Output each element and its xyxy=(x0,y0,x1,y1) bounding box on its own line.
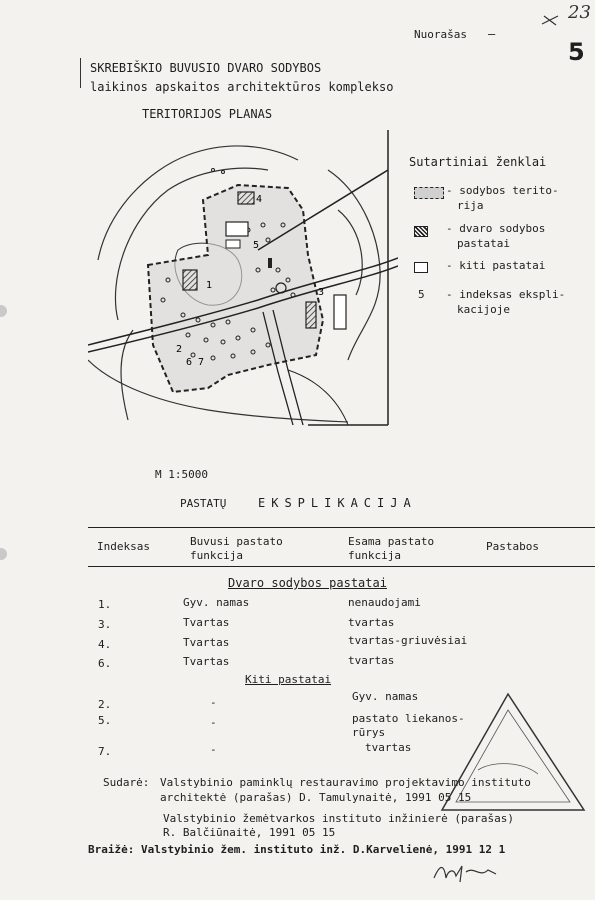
legend-index-symbol: 5 xyxy=(418,288,425,301)
legend-item-4-line1: - indeksas ekspli- xyxy=(446,288,566,301)
col-index: Indeksas xyxy=(97,540,150,553)
col-former-2: funkcija xyxy=(190,549,243,562)
legend-item-2-line2: pastatai xyxy=(457,237,510,250)
handwritten-number: 23 xyxy=(568,2,591,23)
section-manor-buildings: Dvaro sodybos pastatai xyxy=(228,576,387,590)
row5-former: - xyxy=(210,696,217,709)
row2-current: tvartas xyxy=(348,616,395,629)
compiled-by-label: Sudarė: xyxy=(103,776,150,789)
row1-index: 1. xyxy=(98,598,112,611)
map-label-3: 3 xyxy=(318,287,325,298)
row7-index: 7. xyxy=(98,745,112,758)
section-other-buildings: Kiti pastatai xyxy=(245,673,332,686)
map-label-5: 5 xyxy=(253,240,260,251)
row1-current: nenaudojami xyxy=(348,596,421,609)
row6-index: 5. xyxy=(98,714,112,727)
row4-former: Tvartas xyxy=(183,655,230,668)
row6-current-cont: rūrys xyxy=(352,726,386,739)
site-plan-map xyxy=(88,130,398,430)
legend-item-3-line1: - kiti pastatai xyxy=(446,259,546,272)
row6-current: pastato liekanos- xyxy=(352,712,465,725)
map-label-4: 4 xyxy=(256,194,263,205)
title-line-3: TERITORIJOS PLANAS xyxy=(142,107,273,121)
compiled-by-line3: Valstybinio žemėtvarkos instituto inžinierė (parašas) xyxy=(163,812,514,825)
legend-territory-symbol xyxy=(414,187,444,199)
nuorasas-dash: — xyxy=(488,27,496,41)
legend-item-1-line1: - sodybos terito- xyxy=(446,184,559,197)
legend-heading: Sutartiniai ženklai xyxy=(409,155,547,169)
legend-item-1-line2: rija xyxy=(457,199,484,212)
row6-former: - xyxy=(210,716,217,729)
compiled-by-line1: Valstybinio paminklų restauravimo projektavimo instituto xyxy=(160,776,531,789)
map-label-2: 2 xyxy=(176,344,183,355)
legend-item-2-line1: - dvaro sodybos xyxy=(446,222,546,235)
col-notes: Pastabos xyxy=(486,540,539,553)
page-number: 5 xyxy=(568,38,585,66)
title-line-1: SKREBIŠKIO BUVUSIO DVARO SODYBOS xyxy=(90,61,322,75)
drawn-by-line: Braižė: Valstybinio žem. instituto inž. D.Karvelienė, 1991 12 1 xyxy=(88,843,506,856)
map-scale: M 1:5000 xyxy=(155,468,208,481)
explication-heading: PASTATŲ xyxy=(180,497,227,510)
handwritten-strike xyxy=(540,12,560,28)
row3-index: 4. xyxy=(98,638,112,651)
legend-other-building-symbol xyxy=(414,262,428,273)
map-label-6: 6 xyxy=(186,357,193,368)
compiled-by-line2: architektė (parašas) D. Tamulynaitė, 1991 05 15 xyxy=(160,791,472,804)
map-label-7: 7 xyxy=(198,357,205,368)
row7-former: - xyxy=(210,743,217,756)
table-top-rule xyxy=(88,527,595,528)
punch-hole-bottom xyxy=(0,548,7,560)
compiled-by-line4: R. Balčiūnaitė, 1991 05 15 xyxy=(163,826,336,839)
row5-current: Gyv. namas xyxy=(352,690,419,703)
row3-current: tvartas-griuvėsiai xyxy=(348,634,468,647)
table-header-rule xyxy=(88,566,595,567)
row4-current: tvartas xyxy=(348,654,395,667)
legend-manor-building-symbol xyxy=(414,226,428,237)
explication-heading-spaced: EKSPLIKACIJA xyxy=(258,496,417,510)
row1-former: Gyv. namas xyxy=(183,596,250,609)
row2-former: Tvartas xyxy=(183,616,230,629)
nuorasas-label: Nuorašas xyxy=(414,28,467,41)
row3-former: Tvartas xyxy=(183,636,230,649)
row5-index: 2. xyxy=(98,698,112,711)
punch-hole-top xyxy=(0,305,7,317)
col-current-1: Esama pastato xyxy=(348,535,435,548)
signature xyxy=(430,860,500,886)
col-current-2: funkcija xyxy=(348,549,401,562)
row4-index: 6. xyxy=(98,657,112,670)
row7-current: tvartas xyxy=(365,741,412,754)
title-margin-bar xyxy=(80,58,81,88)
col-former-1: Buvusi pastato xyxy=(190,535,283,548)
map-label-1: 1 xyxy=(206,280,213,291)
row2-index: 3. xyxy=(98,618,112,631)
legend-item-4-line2: kacijoje xyxy=(457,303,510,316)
title-line-2: laikinos apskaitos architektūros komplekso xyxy=(90,80,394,94)
